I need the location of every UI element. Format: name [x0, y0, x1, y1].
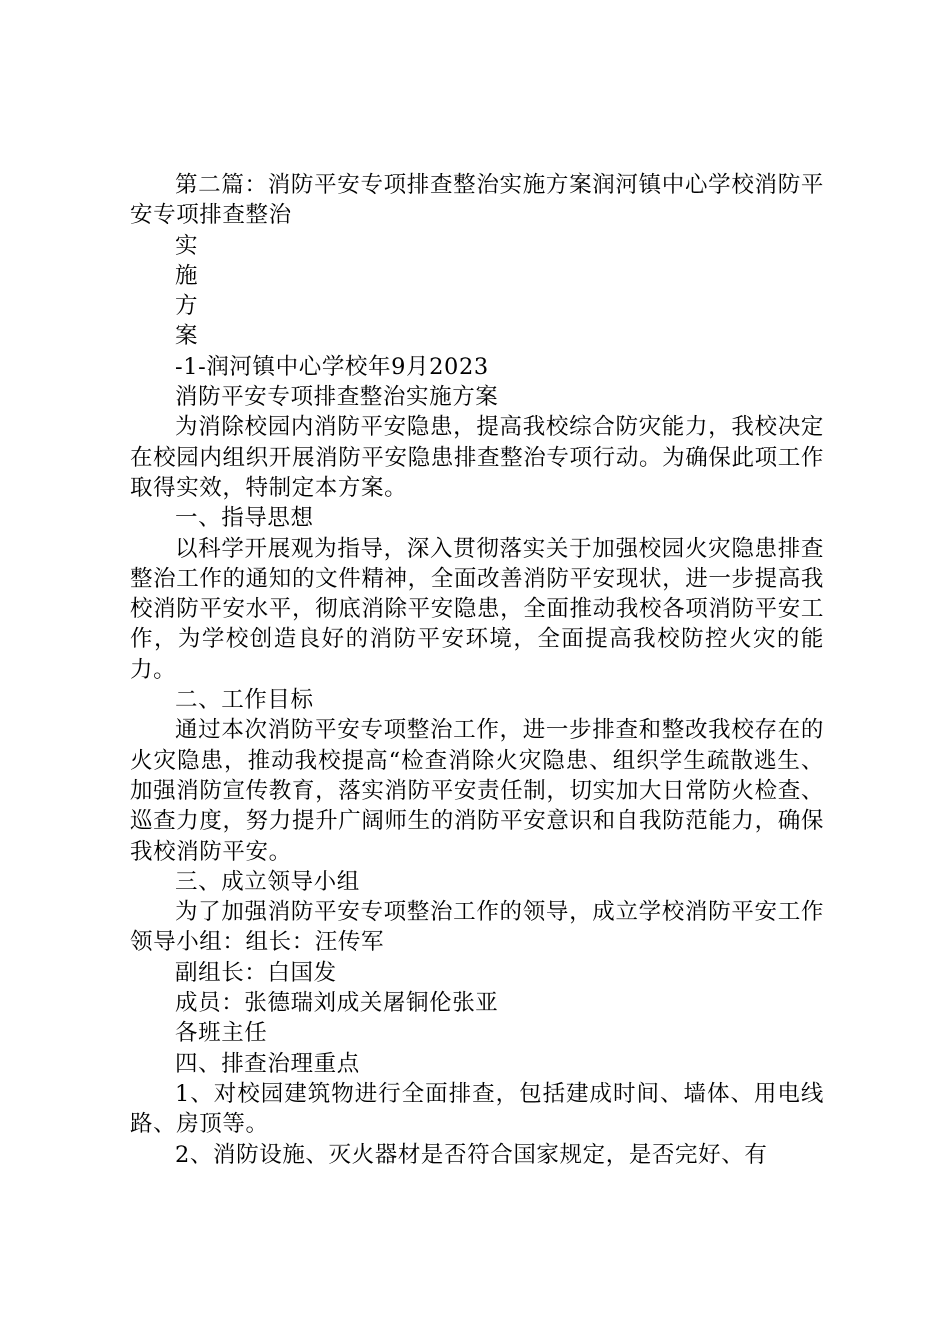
section-heading-leadership-group: 三、成立领导小组 — [175, 868, 360, 895]
key-point-1: 1、对校园建筑物进行全面排查，包括建成时间、墙体、用电线路、房顶等。 — [130, 1080, 824, 1138]
members-line: 成员：张德瑞刘成关屠铜伦张亚 — [175, 990, 499, 1017]
deputy-leader-line: 副组长：白国发 — [175, 959, 337, 986]
document-title: 第二篇：消防平安专项排查整治实施方案润河镇中心学校消防平安专项排查整治 — [130, 172, 824, 229]
guiding-thought-paragraph: 以科学开展观为指导，深入贯彻落实关于加强校园火灾隐患排查整治工作的通知的文件精神，全面改善消防平安现状，进一步提高我校消防平安水平，彻底消除平安隐患，全面推动我校各项消防平安工作，为学校创造良好的消防平安环境，全面提高我校防控火灾的能力。 — [130, 535, 824, 683]
section-heading-key-points: 四、排查治理重点 — [175, 1050, 360, 1077]
page-date-line: -1-润河镇中心学校年9月2023 — [175, 353, 489, 380]
work-goals-paragraph: 通过本次消防平安专项整治工作，进一步排查和整改我校存在的火灾隐患，推动我校提高“检查消除火灾隐患、组织学生疏散逃生、加强消防宣传教育，落实消防平安责任制，切实加大日常防火检查、巡查力度，努力提升广阔师生的消防平安意识和自我防范能力，确保我校消防平安。 — [130, 717, 824, 865]
title-char-shi: 实 — [175, 232, 199, 259]
document-body — [130, 170, 824, 1170]
plan-subtitle: 消防平安专项排查整治实施方案 — [175, 384, 499, 411]
title-char-an: 案 — [175, 323, 199, 350]
class-teachers-line: 各班主任 — [175, 1020, 268, 1047]
intro-paragraph: 为消除校园内消防平安隐患，提高我校综合防灾能力，我校决定在校园内组织开展消防平安隐患排查整治专项行动。为确保此项工作取得实效，特制定本方案。 — [130, 414, 824, 501]
title-char-shi2: 施 — [175, 262, 199, 289]
key-point-2: 2、消防设施、灭火器材是否符合国家规定，是否完好、有 — [175, 1141, 768, 1168]
section-heading-work-goals: 二、工作目标 — [175, 687, 314, 714]
section-heading-guiding-thought: 一、指导思想 — [175, 505, 314, 532]
leadership-group-paragraph: 为了加强消防平安专项整治工作的领导，成立学校消防平安工作领导小组：组长：汪传军 — [130, 899, 824, 956]
title-char-fang: 方 — [175, 293, 199, 320]
